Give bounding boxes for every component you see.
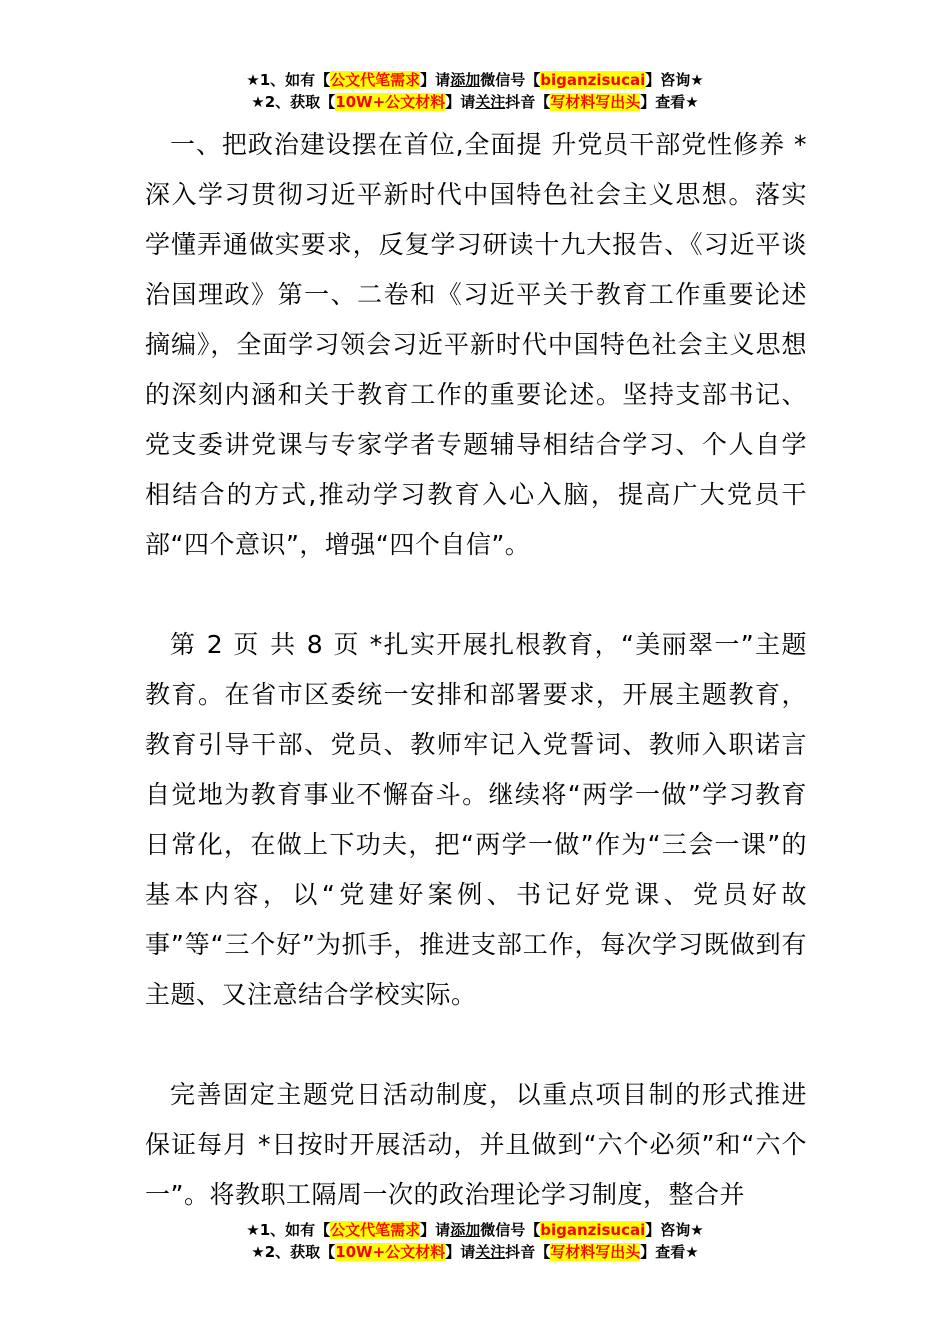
banner-highlight: 公文代笔需求: [330, 1221, 421, 1239]
banner-text: 】请: [420, 1221, 451, 1239]
banner-text: ★2、获取【: [251, 93, 336, 111]
paragraph-1: 一、把政治建设摆在首位,全面提 升党员干部党性修养 *深入学习贯彻习近平新时代中国特色社会主义思想。落实学懂弄通做实要求，反复学习研读十九大报告、《习近平谈治国理政》第一、二卷和《习近平关于教育工作重要论述摘编》，全面学习领会习近平新时代中国特色社会主义思想的深刻内涵和关于教育工作的重要论述。坚持支部书记、党支委讲党课与专家学者专题辅导相结合学习、个人自学相结合的方式,推动学习教育入心入脑，提高广大党员干部“四个意识”，增强“四个自信”。: [145, 130, 807, 559]
banner-text: ★1、如有【: [246, 71, 331, 89]
banner-text: ★1、如有【: [246, 1221, 331, 1239]
banner-underlined-text: 添加: [450, 1221, 481, 1239]
bottom-banner: [0, 1219, 950, 1263]
banner-line-2: [0, 1241, 950, 1263]
banner-line-1: [0, 1219, 950, 1241]
banner-text: 抖音【: [505, 93, 551, 111]
banner-highlight: 10W+公文材料: [335, 93, 446, 111]
paragraph-gap: [145, 1020, 807, 1070]
banner-text: 】请: [420, 71, 451, 89]
banner-text: 】咨询★: [645, 71, 704, 89]
banner-text: 】请: [445, 93, 476, 111]
banner-underlined-text: 添加: [450, 71, 481, 89]
banner-underlined-text: 关注: [475, 93, 506, 111]
banner-text: 微信号【: [480, 71, 541, 89]
banner-text: 】查看★: [640, 1243, 699, 1261]
banner-text: ★2、获取【: [251, 1243, 336, 1261]
banner-text: 抖音【: [505, 1243, 551, 1261]
paragraph-2: [145, 620, 807, 1020]
document-body: [145, 120, 807, 1220]
banner-text: 】咨询★: [645, 1221, 704, 1239]
banner-highlight: biganzisucai: [540, 1221, 646, 1239]
banner-highlight: biganzisucai: [540, 71, 646, 89]
banner-line-2: [0, 91, 950, 113]
page-number-marker: 第 2 页 共 8 页: [170, 630, 361, 659]
banner-text: 】请: [445, 1243, 476, 1261]
banner-text: 】查看★: [640, 93, 699, 111]
top-banner: [0, 69, 950, 113]
banner-highlight: 写材料写出头: [550, 93, 641, 111]
paragraph-2-text: *扎实开展扎根教育，“美丽翠一”主题教育。在省市区委统一安排和部署要求，开展主题教育，教育引导干部、党员、教师牢记入党誓词、教师入职诺言自觉地为教育事业不懈奋斗。继续将“两学一做”学习教育日常化，在做上下功夫，把“两学一做”作为“三会一课”的基本内容，以“党建好案例、书记好党课、党员好故事”等“三个好”为抓手，推进支部工作，每次学习既做到有主题、又注意结合学校实际。: [145, 630, 808, 1009]
paragraph-3: 完善固定主题党日活动制度，以重点项目制的形式推进保证每月 *日按时开展活动，并且做到“六个必须”和“六个一”。将教职工隔周一次的政治理论学习制度，整合并: [145, 1080, 807, 1209]
banner-underlined-text: 关注: [475, 1243, 506, 1261]
banner-highlight: 公文代笔需求: [330, 71, 421, 89]
paragraph-gap: [145, 570, 807, 620]
banner-highlight: 10W+公文材料: [335, 1243, 446, 1261]
banner-text: 微信号【: [480, 1221, 541, 1239]
banner-line-1: [0, 69, 950, 91]
banner-highlight: 写材料写出头: [550, 1243, 641, 1261]
